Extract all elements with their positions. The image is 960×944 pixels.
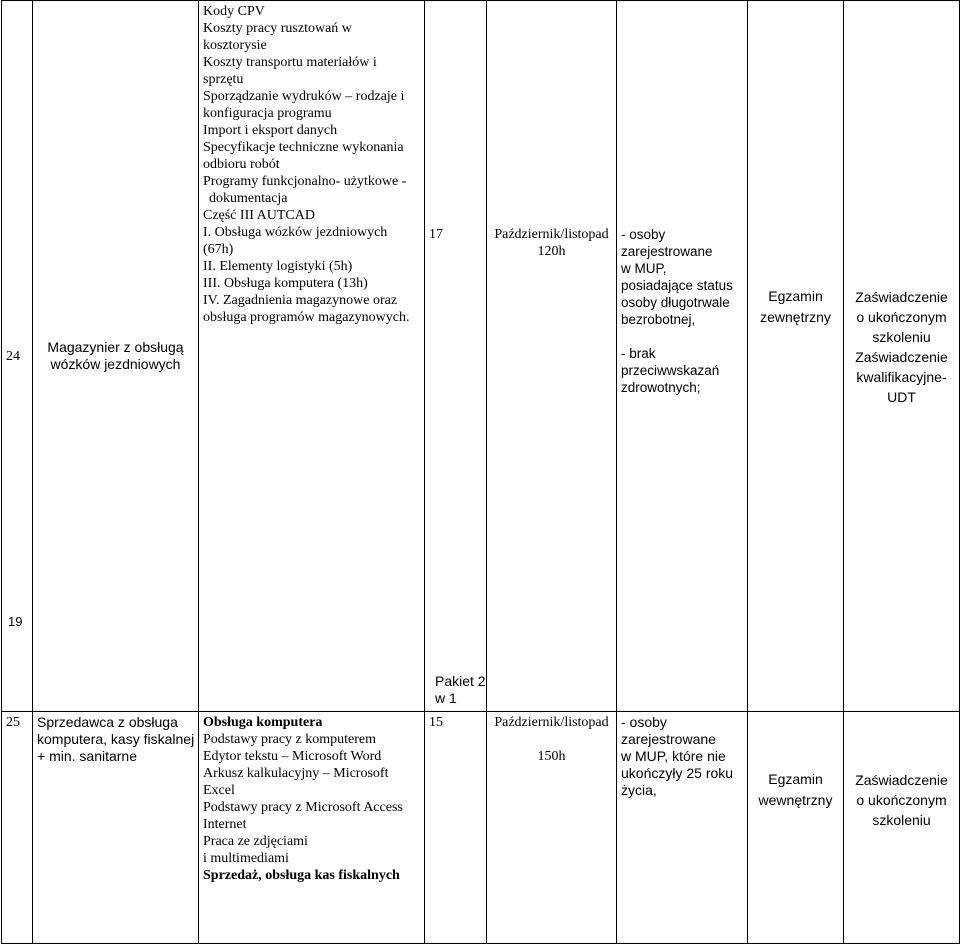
module-line: II. Elementy logistyki (5h) — [203, 259, 353, 274]
program-line: Kody CPV — [203, 4, 265, 19]
certificate-line: szkoleniu — [872, 329, 931, 345]
course-name — [33, 712, 199, 944]
course-name-line: wózków jezdniowych — [50, 356, 181, 372]
program-line: Koszty pracy rusztowań w — [203, 21, 352, 36]
program-line: Podstawy pracy z Microsoft Access — [203, 800, 403, 815]
term-hours — [487, 712, 617, 944]
module-line: obsługa programów magazynowych. — [203, 310, 410, 325]
exam-type — [748, 712, 844, 944]
program-intro — [203, 3, 420, 224]
participant-count — [425, 1, 487, 712]
program-last-line: Sprzedaż, obsługa kas fiskalnych — [203, 868, 400, 883]
requirement-line: w MUP, — [621, 261, 667, 276]
page-number: 19 — [8, 614, 23, 629]
program-line: Część III AUTCAD — [203, 208, 315, 223]
requirement-line: zarejestrowane — [621, 244, 713, 259]
certificate-line: UDT — [887, 389, 916, 405]
module-line: IV. Zagadnienia magazynowe oraz — [203, 293, 398, 308]
requirement-line: w MUP, które nie — [621, 748, 726, 764]
requirement-line: - brak — [621, 346, 656, 361]
requirements-list — [621, 226, 743, 396]
program-line: dokumentacja — [209, 191, 288, 206]
requirement-line: zarejestrowane — [621, 731, 716, 747]
program-line: Import i eksport danych — [203, 123, 338, 138]
program-line: kosztorysie — [203, 38, 267, 53]
term-text: Październik/listopad — [494, 715, 609, 730]
certificate-line: szkoleniu — [872, 812, 931, 828]
certificate-line: Zaświadczenie — [855, 772, 948, 788]
program-line: Arkusz kalkulacyjny – Microsoft — [203, 766, 389, 781]
row-number — [2, 1, 33, 712]
hours-text: 120h — [537, 244, 566, 259]
program-line: Specyfikacje techniczne wykonania — [203, 140, 404, 155]
requirement-line: przeciwwskazań — [621, 363, 720, 378]
program-line: Praca ze zdjęciami — [203, 834, 308, 849]
certificate-line: Zaświadczenie — [855, 349, 948, 365]
certificate-line: Zaświadczenie — [855, 289, 948, 305]
exam-type — [748, 1, 844, 712]
program-line: odbioru robót — [203, 157, 280, 172]
module-line: (67h) — [203, 242, 234, 257]
exam-line: zewnętrzny — [760, 309, 831, 325]
participants-requirements — [617, 712, 748, 944]
course-name-line: + min. sanitarne — [37, 748, 137, 764]
program-line: konfiguracja programu — [203, 106, 332, 121]
participant-count-text: 15 — [429, 715, 443, 730]
requirement-line — [621, 328, 743, 345]
requirement-line: - osoby — [621, 227, 666, 242]
course-name-line: Sprzedawca z obsługa — [37, 714, 178, 730]
table-row — [2, 712, 960, 944]
module-line: I. Obsługa wózków jezdniowych — [203, 225, 388, 240]
program-line: Programy funkcjonalno- użytkowe - — [203, 174, 407, 189]
program-line: Excel — [203, 783, 235, 798]
program-line: Podstawy pracy z komputerem — [203, 732, 377, 747]
requirement-line: zdrowotnych; — [621, 380, 701, 395]
certificate-line: kwalifikacyjne- — [856, 369, 947, 385]
exam-line: wewnętrzny — [758, 792, 833, 808]
course-name — [33, 1, 199, 712]
module-line: III. Obsługa komputera (13h) — [203, 276, 368, 291]
certificate-line: o ukończonym — [856, 309, 947, 325]
program-line: Internet — [203, 817, 247, 832]
program-line: i multimediami — [203, 851, 289, 866]
certificate — [844, 1, 960, 712]
program-cell — [199, 1, 425, 712]
term-text: Październik/listopad — [494, 227, 609, 242]
training-table — [1, 0, 960, 944]
program-line: Edytor tekstu – Microsoft Word — [203, 749, 382, 764]
requirement-line: życia, — [621, 782, 657, 798]
course-name-line: komputera, kasy fiskalnej — [37, 731, 195, 747]
participants-requirements — [617, 1, 748, 712]
requirement-line: posiadające status — [621, 278, 733, 293]
requirement-line: osoby długotrwale — [621, 295, 730, 310]
program-title: Obsługa komputera — [203, 715, 323, 730]
program-cell — [199, 712, 425, 944]
course-name-line: Magazynier z obsługą — [47, 339, 184, 355]
program-modules — [203, 224, 420, 326]
requirement-line: - osoby — [621, 714, 667, 730]
exam-line: Egzamin — [768, 771, 823, 787]
requirement-line: bezrobotnej, — [621, 312, 696, 327]
program-line: Koszty transportu materiałów i — [203, 55, 377, 70]
exam-line: Egzamin — [768, 288, 823, 304]
participant-count-text: 17 — [429, 227, 443, 242]
hours-text: 150h — [537, 749, 566, 764]
row-number-text: 24 — [6, 348, 20, 364]
row-number-text: 25 — [6, 715, 20, 730]
certificate-line: o ukończonym — [856, 792, 947, 808]
requirement-line: ukończyły 25 roku — [621, 765, 734, 781]
term-hours — [487, 1, 617, 712]
participant-count — [425, 712, 487, 944]
program-line: sprzętu — [203, 72, 244, 87]
row-number — [2, 712, 33, 944]
table-row — [2, 1, 960, 712]
program-line: Sporządzanie wydruków – rodzaje i — [203, 89, 405, 104]
certificate — [844, 712, 960, 944]
pakiet-label: Pakiet 2 w 1 — [435, 673, 486, 706]
